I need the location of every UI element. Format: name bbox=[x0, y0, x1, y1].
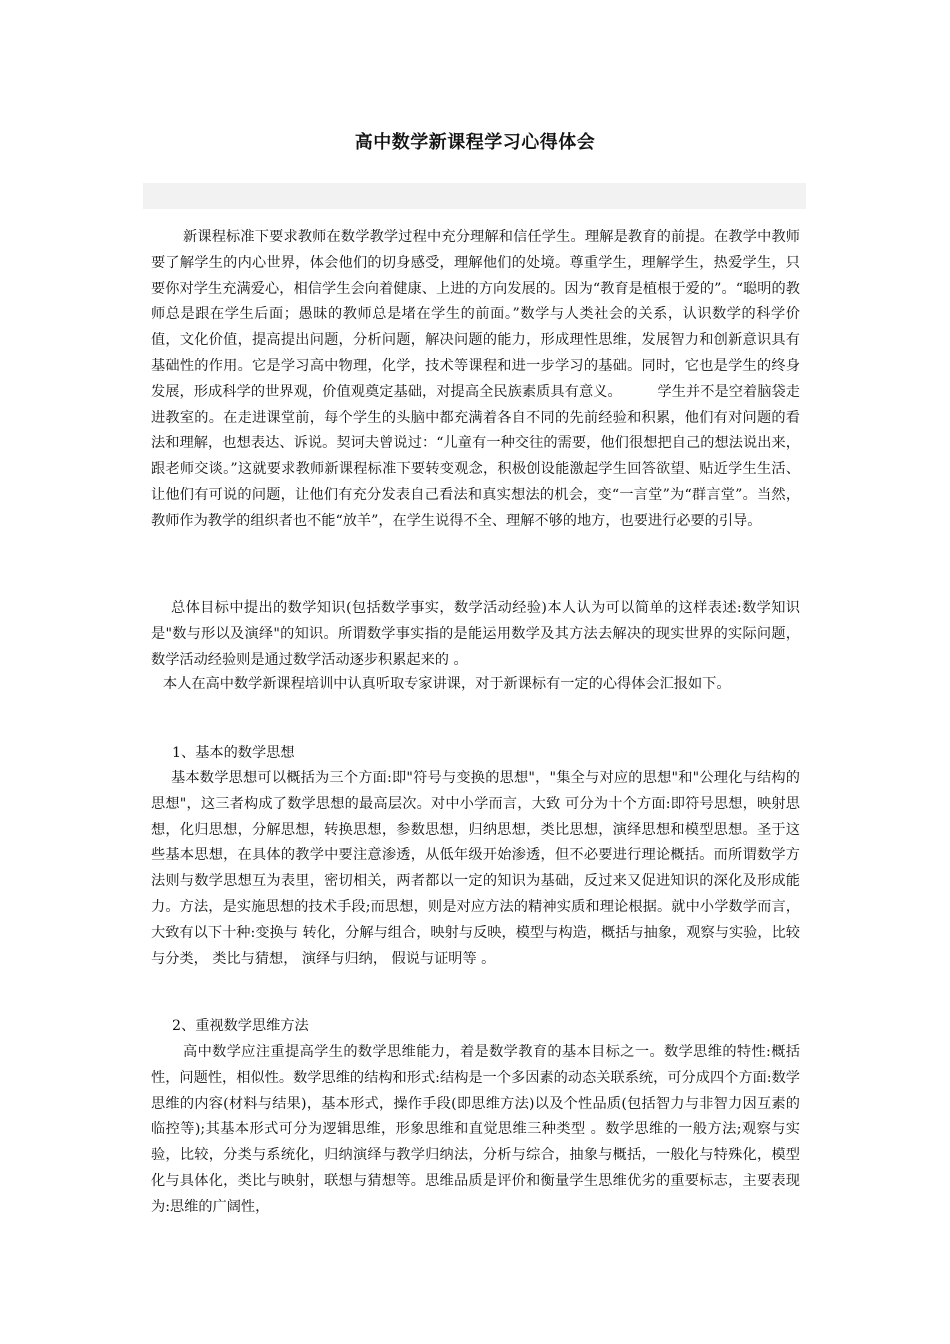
paragraph-intro: 新课程标准下要求教师在数学教学过程中充分理解和信任学生。理解是教育的前提。在教学中教师要了解学生的内心世界，体会他们的切身感受，理解他们的处境。尊重学生，理解学生，热爱学生，只要你对学生充满爱心，相信学生会向着健康、上进的方向发展的。因为“教育是植根于爱的”。“聪明的教师总是跟在学生后面；愚昧的教师总是堵在学生的前面。”数学与人类社会的关系，认识数学的科学价值，文化价值，提高提出问题，分析问题，解决问题的能力，形成理性思维，发展智力和创新意识具有基础性的作用。它是学习高中物理，化学，技术等课程和进一步学习的基础。同时，它也是学生的终身发展，形成科学的世界观，价值观奠定基础，对提高全民族素质具有意义。 学生并不是空着脑袋走进教室的。在走进课堂前，每个学生的头脑中都充满着各自不同的先前经验和积累，他们有对问题的看法和理解，也想表达、诉说。契诃夫曾说过：“儿童有一种交往的需要，他们很想把自己的想法说出来，跟老师交谈。”这就要求教师新课程标准下要转变观念，积极创设能激起学生回答欲望、贴近学生生活、让他们有可说的问题，让他们有充分发表自己看法和真实想法的机会，变“一言堂”为“群言堂”。当然，教师作为教学的组织者也不能“放羊”，在学生说得不全、理解不够的地方，也要进行必要的引导。 bbox=[151, 229, 801, 529]
section-heading-thinking-methods: 2、重视数学思维方法 bbox=[172, 1018, 309, 1034]
paragraph-knowledge-goal: 总体目标中提出的数学知识(包括数学事实，数学活动经验)本人认为可以简单的这样表述:数学知识是"数与形以及演绎"的知识。所谓数学事实指的是能运用数学及其方法去解决的现实世界的实际问题，数学活动经验则是通过数学活动逐步积累起来的 。 bbox=[151, 600, 800, 668]
paragraph-basic-thinking: 基本数学思想可以概括为三个方面:即"符号与变换的思想"，"集全与对应的思想"和"公理化与结构的思想"，这三者构成了数学思想的最高层次。对中小学而言，大致 可分为十个方面:即符号思想，映射思想，化归思想，分解思想，转换思想，参数思想，归纳思想，类比思想，演绎思想和模型思想。圣于这些基本思想，在具体的教学中要注意渗透，从低年级开始渗透，但不必要进行理论概括。而所谓数学方法则与数学思想互为表里，密切相关，两者都以一定的知识为基础，反过来又促进知识的深化及形成能力。方法，是实施思想的技术手段;而思想，则是对应方法的精神实质和理论根据。就中小学数学而言，大致有以下十种:变换与 转化，分解与组合，映射与反映，模型与构造，概括与抽象，观察与实验，比较与分类， 类比与猜想， 演绎与归纳， 假说与证明等 。 bbox=[151, 770, 800, 967]
paragraph-report-intro: 本人在高中数学新课程培训中认真听取专家讲课，对于新课标有一定的心得体会汇报如下。 bbox=[163, 676, 731, 692]
document-title: 高中数学新课程学习心得体会 bbox=[354, 132, 596, 153]
paragraph-thinking-methods: 高中数学应注重提高学生的数学思维能力，着是数学教育的基本目标之一。数学思维的特性:概括性，问题性，相似性。数学思维的结构和形式:结构是一个多因素的动态关联系统，可分成四个方面:数学思维的内容(材料与结果)，基本形式，操作手段(即思维方法)以及个性品质(包括智力与非智力因互素的临控等);其基本形式可分为逻辑思维，形象思维和直觉思维三种类型 。数学思维的一般方法;观察与实验，比较，分类与系统化，归纳演绎与教学归纳法，分析与综合，抽象与概括，一般化与特殊化，模型化与具体化，类比与映射，联想与猜想等。思维品质是评价和衡量学生思维优劣的重要标志，主要表现为:思维的广阔性， bbox=[151, 1044, 800, 1215]
section-heading-basic-thinking: 1、基本的数学思想 bbox=[172, 745, 295, 761]
shaded-divider-band bbox=[143, 183, 806, 209]
